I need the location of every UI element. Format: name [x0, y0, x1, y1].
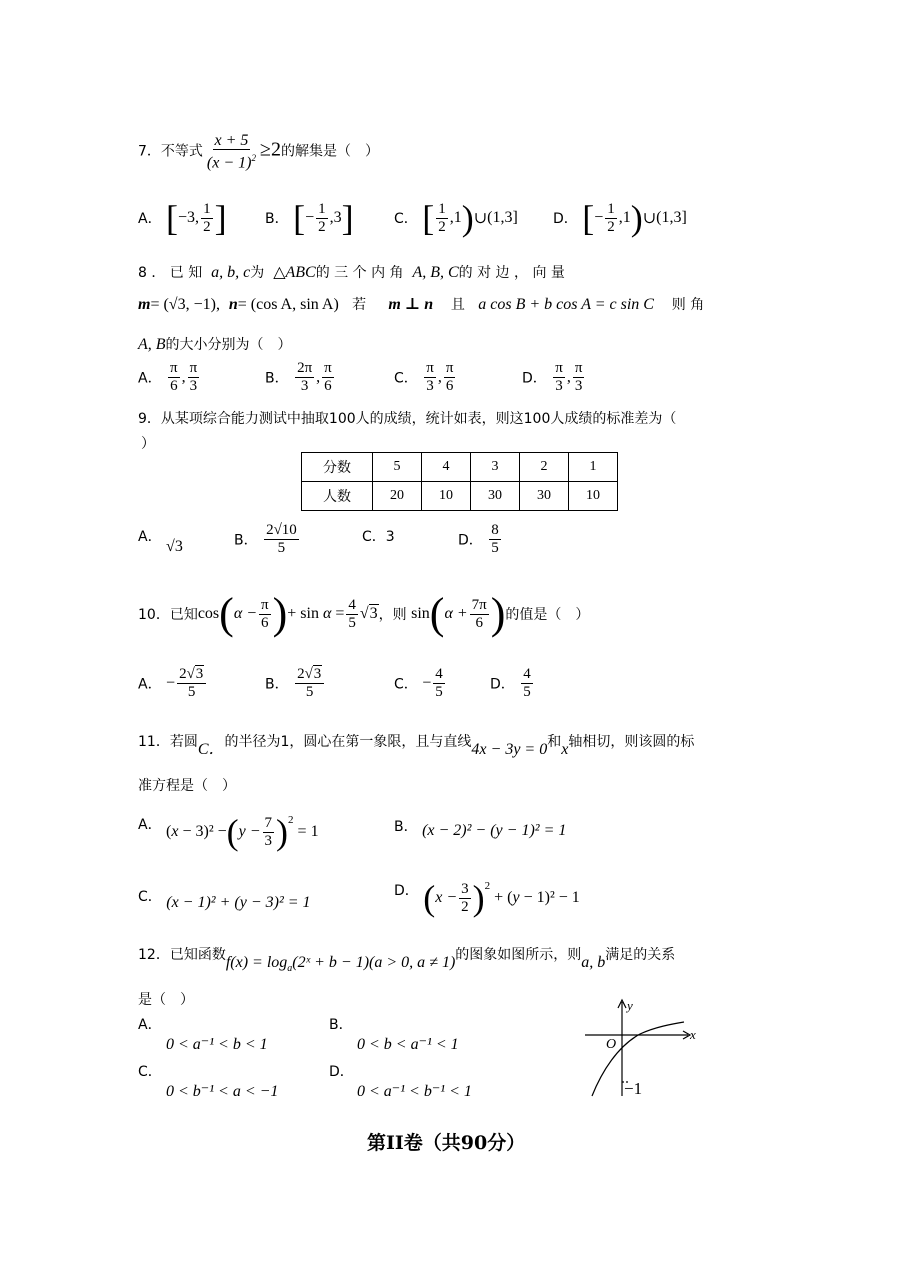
- origin-label: O: [606, 1037, 617, 1052]
- q11-option-b: B． (x − 2)² − (y − 1)² = 1: [394, 819, 567, 839]
- q8-option-a: A． $\frac{\pi}{6}$ , $\frac{\pi}{3}$: [138, 360, 198, 394]
- q12-option-d: D． 0 < a⁻¹ < b⁻¹ < 1: [329, 1064, 472, 1100]
- q7-label: 7．不等式: [138, 143, 203, 160]
- q12-option-b: B． 0 < b < a⁻¹ < 1: [329, 1017, 459, 1053]
- q10-option-a: A． − $\frac{2√3}{5}$: [138, 666, 208, 701]
- q11-option-d: D． (x − $\frac{3}{2}$ )$^2$ + (y − 1)² − 1: [394, 878, 580, 918]
- section-title: 第II卷（共90分）: [367, 1132, 526, 1154]
- minus-one-label: −1: [624, 1079, 643, 1098]
- q11-line2: 准方程是（ ）: [138, 778, 236, 794]
- q9-option-c: C．3: [362, 529, 395, 545]
- q11-option-c: C． (x − 1)² + (y − 3)² = 1: [138, 889, 311, 911]
- table-row: 分数 5 4 3 2 1: [302, 453, 618, 482]
- q12-option-a: A． 0 < a⁻¹ < b < 1: [138, 1017, 268, 1053]
- x-label: x: [690, 1027, 696, 1042]
- q8-option-c: C． $\frac{\pi}{3}$ , $\frac{\pi}{6}$: [394, 360, 454, 394]
- y-label: y: [627, 998, 633, 1013]
- q10-option-c: C． − $\frac{4}{5}$: [394, 666, 443, 700]
- q12-line2: 是（ ）: [138, 992, 194, 1008]
- q9-option-a: A． √3: [138, 529, 183, 555]
- q10-option-d: D． $\frac{4}{5}$: [490, 666, 531, 700]
- q7-ge: ≥: [259, 138, 271, 161]
- q7-tail: 的解集是（ ）: [280, 143, 379, 160]
- q11-option-a: A． (x − 3)² −(y − $\frac{7}{3}$ )$^2$ = 1: [138, 812, 319, 852]
- table-row: 人数 20 10 30 30 10: [302, 482, 618, 511]
- q9-option-d: D． $\frac{8}{5}$: [458, 522, 499, 556]
- q7-stem: [138, 132, 379, 171]
- q10-stem: 10．已知cos(α − $\frac{\pi}{6}$ )+ sin α = $\frac{4}{5}$ √3，则 sin(α + $\frac{7\pi}{6}$ )的值是（ ）: [138, 589, 590, 638]
- q9-option-b: B． $\frac{2√10}{5}$: [234, 522, 297, 556]
- score-table: [301, 452, 618, 511]
- q10-option-b: B． $\frac{2√3}{5}$: [265, 666, 326, 701]
- q11-line1: 11．若圆C．的半径为1，圆心在第一象限，且与直线4x − 3y = 0和x轴相切，则该圆的标: [138, 734, 695, 758]
- q7-option-a: A． [−3, $\frac{1}{2}$ ]: [138, 198, 227, 238]
- q8-line2: m= (√3, −1), n= (cos A, sin A) 若 m ⊥ n 且 a cos B + b cos A = c sin C 则 角: [138, 296, 705, 313]
- q8-option-b: B． $\frac{2\pi}{3}$ , $\frac{\pi}{6}$: [265, 360, 332, 394]
- q8-option-d: D． $\frac{\pi}{3}$ , $\frac{\pi}{3}$: [522, 360, 583, 394]
- q7-option-c: C． [ $\frac{1}{2}$ ,1)∪(1,3]: [394, 198, 518, 238]
- q12-line1: 12．已知函数$f(x) = \log_a(2ˣ + b - 1)(a > 0$, a ≠ 1)的图象如图所示，则a, b满足的关系: [138, 947, 676, 975]
- function-graph: [580, 996, 705, 1100]
- q8-options: [138, 360, 738, 404]
- q9-close: ）: [141, 436, 155, 452]
- q7-option-d: D． [− $\frac{1}{2}$ ,1)∪(1,3]: [553, 198, 687, 238]
- q8-line1: 8 ． 已 知 a, b, c为 △ABC的 三 个 内 角 A, B, C的 对 边 ， 向 量: [138, 264, 565, 281]
- q7-option-b: B． [− $\frac{1}{2}$ ,3]: [265, 198, 354, 238]
- q8-line3: A, B的大小分别为（ ）: [138, 336, 292, 353]
- q7-rhs: 2: [270, 138, 281, 161]
- q9-stem: 9．从某项综合能力测试中抽取100人的成绩，统计如表，则这100人成绩的标准差为（: [138, 411, 677, 427]
- q7-fraction: $\frac{x + 5}{(x - 1)^2}$: [206, 132, 256, 172]
- q12-option-c: C． 0 < b⁻¹ < a < −1: [138, 1064, 279, 1100]
